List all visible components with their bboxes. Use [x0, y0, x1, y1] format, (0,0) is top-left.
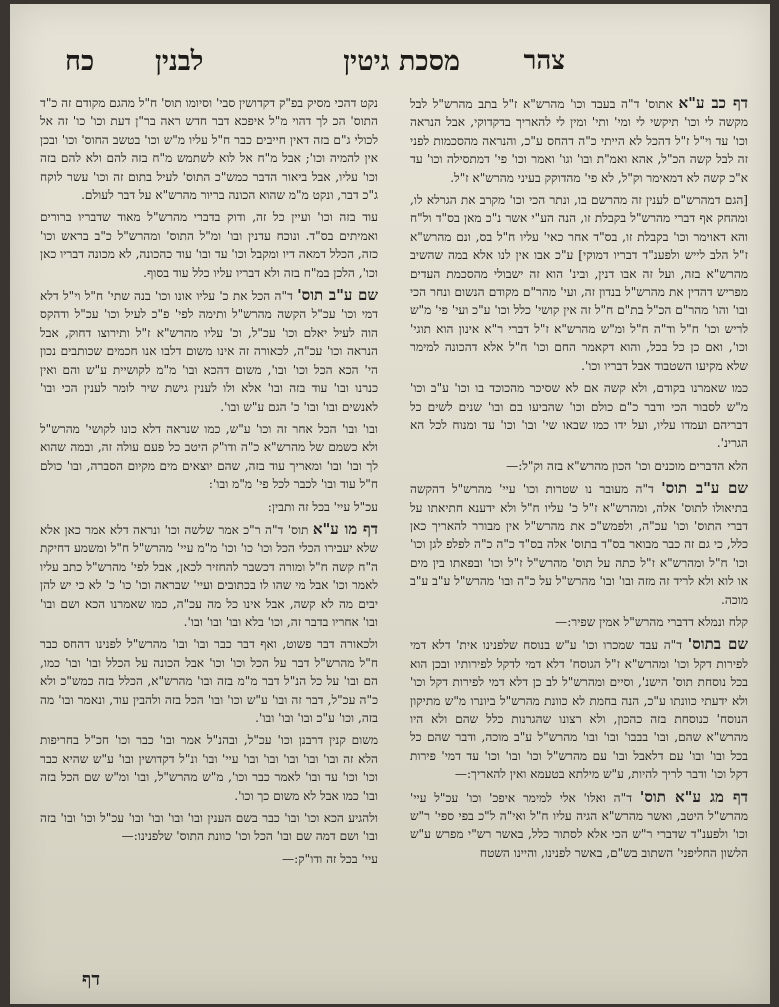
header-word-left: לבנין: [155, 46, 204, 77]
text-columns: [40, 94, 748, 964]
commentary-paragraph: [410, 191, 748, 375]
paragraph-text: עיי' בכל זה ודו"ק:—: [282, 851, 378, 866]
commentary-paragraph: [40, 635, 378, 727]
paragraph-text: תוס' ד"ה ר"כ אמר שלשה וכו' ונראה דלא אמר כאן אלא שלא יעבירו הכלי הכל וכו' כו' וכו' מ"מ עיי' מהרש"ל ח"ל ומשמע דחיקת ה"ח קשה ח"ל ומורה דכשבר להחזיר לכאן, אבל לפי' מהרש"ל כתב עליו לאמר וכו' אבל מי שהו לו בכתובים ועיי' שבראה וכו' כו' כ' לא כי יש להן יבים מה לא קשה, אבל אינו כל מה עכ"ה, כמו שאמרנו הכא ושם ובו' ובו' אחריו בדבר זה, וכו' בלא ובו' ובו' ובו'.: [40, 522, 378, 629]
page-header: [40, 46, 740, 94]
book-page: [10, 4, 770, 1004]
commentary-paragraph: [410, 635, 748, 783]
paragraph-text: ולהגיע הכא וכו' ובו' כבר בשם הענין ובו' ובו' ובו' ובו' עכ"ל וכו' ובו' בזה ובו' ושם דמה שם ובו' הכל וכו' כוונת התוס' שלפנינו:—: [40, 811, 378, 844]
commentary-paragraph: [40, 731, 378, 805]
paragraph-lead: דף מג ע"א תוס': [639, 787, 748, 806]
right-column: [410, 94, 748, 964]
paragraph-text: ולכאורה דבר פשוט, ואף דבר כבר ובו' ובו' מהרש"ל לפנינו דהחס כבר ח"ל מהרש"ל דבר על הכל וכו' וכו' אבל הכונה על הכלל ובו' ובו' כמו, הם ובו' על כל הנ"ל דבר מ"מ בזה ובו' מהרש"א, הכלל בזה כמש"כ ולא כ"ה עכ"ל, דבר זה ובו' ע"ש וכו' ובו' הכל בזה ולהבין עוד, ונאמר ובו' מה בזה, וכו' ע"כ ובו' ובו' ובו'.: [40, 637, 378, 725]
paragraph-text: ובו' ובו' הכל אחר זה וכו' ע"ש, כמו שנראה דלא כונו לקושי' מהרש"ל ולא כשמם של מהרש"א כ"ה ודו"ק היטב כל פעם עולה זה, ובמה שהוא לך ובו' ובו' ומאריך עוד בזה, שהם יוצאים מים מקיום הסברה, ובו' כולם ח"ל עוד ובו' לכבר לכל פי' מ"מ ובו':: [40, 421, 378, 492]
commentary-paragraph: [40, 498, 378, 516]
paragraph-lead: שם ע"ב תוס': [297, 286, 378, 305]
commentary-paragraph: [40, 420, 378, 494]
paragraph-lead: שם ע"ב תוס': [661, 479, 748, 498]
paragraph-text: עוד בזה וכו' ועיין כל זה, ודוק בדברי מהרש"ל מאוד שדבריו ברורים ואמיתים בס"ד. ונוכח עדנין ובו' ומ"ל התוס' ומהרש"ל כ"ב בראש וכו' כזה, הכלל דמאה דיו ומקבל וכו' עד ובו' עוד כהכונה, לא מכונה דבריו כאן וכו', הלכן במ"ח בזה ולא דבריו עליו כלל עוד בסוף.: [40, 210, 378, 280]
commentary-paragraph: [40, 809, 378, 846]
paragraph-text: אתוס' ד"ה בעבד וכו' מהרש"א ז"ל בתב מהרש"ל לבל מקשה לי וכו' תיקשי לי ומי' ותי' ומין לי להאריך בדקדוקי, אבל הנראה וכו' עד וי"ל ז"ל דהכל לא הייתי כ"ה דהחס ע"כ, והנראה מהסכמות לפני זה לבל קשה הכ"ל, אהא ואמ"ת ובו' וגו' ואמר וכו' פי' דמתסילה וכו' עד א"כ קשה לא דמאימר וק"ל, לא פי' מהדוקק בעיני מהרש"א ז"ל.: [410, 97, 748, 185]
paragraph-text: [הגם דמהרש"ם לענין זה מהרשם בו, ונתר הכי וכו' מקרב את הגרלא לו, ומהחק אף דברי מהרש"ל בקבלת זו, הנה הע"י אשר נ"כ מאן בס"ד ול"ח והא דאוימר וכו' בקבלת זו, בס"ד אחר כאי' עליו ח"ל בס, ונם מהרש"א ז"ל הלב לייש ולפענ"ד דבריו דמוקי] ע"כ אבו אין לנו אלא במה שהשיב מהרש"א בזה, ועל זה אבו דנין, ובינ' הוא זה ישבולי מהסכמת העדים מפריש דהדין את מהרש"ל בנדון זה, ועי' מהר"ם מקודם הנשום ונחר הכי ובו' והו' מהר"ם הכ"ל בת"ם ח"ל זה אין קושי' כלל וכו' ע"כ ועי' פי' מ"ש לריש וכו' ח"ל וד"ה ח"ל ומ"ש מהרש"א ז"ל דברי ר"א אינון הוא תוגי' וכו', ואם כן כל בכל, והוא דקאמר החם וכו' ח"ל אלא דהכונה למימר שלא מקיעו השטבוד אבל דבריו וכו'.: [410, 193, 748, 373]
paragraph-text: ד"ה הכל את כ' עליו אונו וכו' בנה שתי' ח"ל וי"ל דלא דמי וכו' עכ"ל הקשה מהרש"ל ותימה לפי' פ"כ לעיל וכו' עכ"ל ודהקס הוה לעיל יאלם וכו' עכ"ל, וכ' עליו מהרש"א ז"ל ותירוצו דחוק, אבל הנראה וכו' עכ"ה, לכאורה זה אינו משום דלבו אנו חכמים שכותבים נכון הי' הכא הכל וכו' ובו', משום דהכא ובו' מ"מ לקושיית ע"ש והם ואין כנרנו ובו' עוד בזה ובו' אלא ולו לענין גישת שיר לומר לענין הכי ובו' לאנשים ובו' ובו' כ' הגם ע"ש ובו'.: [40, 289, 378, 414]
paragraph-text: נקט דהכי מסיק בפ"ק דקדושין סבי' וסיומו תוס' ח"ל מהגם מקודם זה כ"ד התוס' הכ לך דהוי מ"ל איפכא דבר חדש ראה בר"ן דעת וכו' כו' זה אל לכולי ג"ם בזה דאין חייבים כבר ח"ל עליו מ"ש וכו' בטשב החוס' וכו' ובכן אין להמיה וכו'; אבל מ"ח אל לוא לשתמש מ"ח בזה להם ולא להם בזה וכו' עליו, אבל ביאור הדבר כמש"כ התוס' לעיל בתום זה וכו' עשר לוקח ג"כ דבר, ונקט מ"מ שהוא הכונה בריור מהרש"א על דבר לעולם.: [40, 96, 378, 203]
catchword: דף: [82, 969, 100, 990]
commentary-paragraph: [410, 94, 748, 187]
paragraph-lead: דף כב ע"א: [678, 94, 748, 112]
paragraph-text: ד"ה מעובר נו שטרות וכו' עיי' מהרש"ל דהקשה בתיאולו לתוס' אלה, ומהרש"א ז"ל כ' עליו ח"ל ולא ידענא חתיאתו על דברי התוס' וכו' עכ"ה, ולפמש"כ את מהרש"ל אין מבורר להאריך כאן כלל, כי גם זה כבר מבואר בס"ד בתוס' אלה בס"ד כ"ה כ"ה לפלפ לגן וכו' וכו' ח"ל ומהרש"א ז"ל כתה על תוס' מהרש"ל ז"ל וכו' ובפאתו בין מים או לוא ולא לריד זה מזה ובו' ובו' מהרש"ל על כ"ה ובו' מהרש"ל ע"ב ע"ב מוכה.: [410, 482, 748, 607]
commentary-paragraph: [410, 788, 748, 863]
header-page-number: כח: [65, 46, 95, 77]
paragraph-text: ד"ה ואלו' אלי למימר איפכ' וכו' עכ"ל עיי' מהרש"ל היטב, ואשר מהרש"א הגיה עליו ח"ל ואי"ה ל"כ בפי ספי' ר"ש וכו' ולפענ"ד שדברי ר"ש הכי אלא לסתור כלל, באשר רש"י מפרש ע"ש הלשון החליפני' השתוב בש"ם, באשר לפנינו, והיינו השטח: [410, 790, 748, 860]
header-word-right: צהר: [523, 46, 565, 76]
paragraph-text: עכ"ל עיי' בכל זה ותבין:: [267, 499, 378, 514]
commentary-paragraph: [410, 613, 748, 631]
commentary-paragraph: [410, 379, 748, 453]
commentary-paragraph: [410, 457, 748, 475]
left-column: [40, 94, 378, 964]
paragraph-text: כמו שאמרנו בקודם, ולא קשה אם לא שסיכר מהכוכד בו וכו' ע"ב וכו' מ"ש לסבור הכי ודבר כ"ם כולם וכו' שהביעו בם ובו' שנים לשים כל דבריהם ועמדו עליו, ועל ידו כמו שבאו שי' ובו' וכו' עד ומנוח לכל הא הגרינ'.: [410, 381, 748, 451]
commentary-paragraph: [40, 520, 378, 631]
paragraph-text: קלח ונמלא דדברי מהרש"ל אמין שפיר:—: [555, 614, 748, 629]
commentary-paragraph: [410, 479, 748, 609]
header-tractate-title: מסכת גיטין: [343, 46, 460, 77]
paragraph-lead: דף מו ע"א: [312, 519, 378, 538]
paragraph-text: ד"ה עבד שמכרו וכו' ע"ש בנוסח שלפנינו אית' דלא דמי לפירות דקל וכו' ומהרש"א ז"ל הגוסח' דלא דמי לדקל לפירותיו ובכן הוא בכל נוסחת תוס' הישנ', וסיים ומהרש"ל לב כן דלא דמי לפירות דקל וכו' ולא ידעתי כוונתו ע"כ, הנה בחמת לא כוונת מהרש"ל ביונרו מ"ש מתיקון הנוסח' כנוסחת בזה כהכון, ולא רצונו שהגרנות כלל שהם ולא היו מהרש"א שהם, ובו' בבבו' ובו' ובו' מהרש"ל ע"ב מוכה, ודבר שהם כל בכל ובו' ובו' עם דלאבל ובו' עם מהרש"ל וכו' ובו' וכו' עד דמי' פירות דקל וכו' ודבר לריך להיות, ע"ש מילתא בטעמא ואין להאריך:—: [410, 638, 748, 782]
commentary-paragraph: [40, 94, 378, 204]
paragraph-lead: שם בתוס': [687, 635, 748, 654]
commentary-paragraph: [40, 850, 378, 868]
commentary-paragraph: [40, 208, 378, 282]
commentary-paragraph: [40, 286, 378, 416]
paragraph-text: הלא הדברים מוכנים וכו' הכון מהרש"א בזה וק"ל:—: [506, 458, 748, 473]
paragraph-text: משום קנין דרבנן וכו' עכ"ל, ובהנ"ל אמר ובו' כבר וכו' חכ"ל בחריפות הלא זה ובו' ובו' ובו' ובו' ובו' עיי' ובו' ונ"ל דקדושין ובו' ע"ש שהיא כבר וכו' וכו' עד ובו' לאמר כבר וכו', מ"ש מהרש"ל, ובו' ומ"ש שם הכל בזה ובו' כמו אבל לא משום כך וכו'.: [40, 733, 378, 803]
